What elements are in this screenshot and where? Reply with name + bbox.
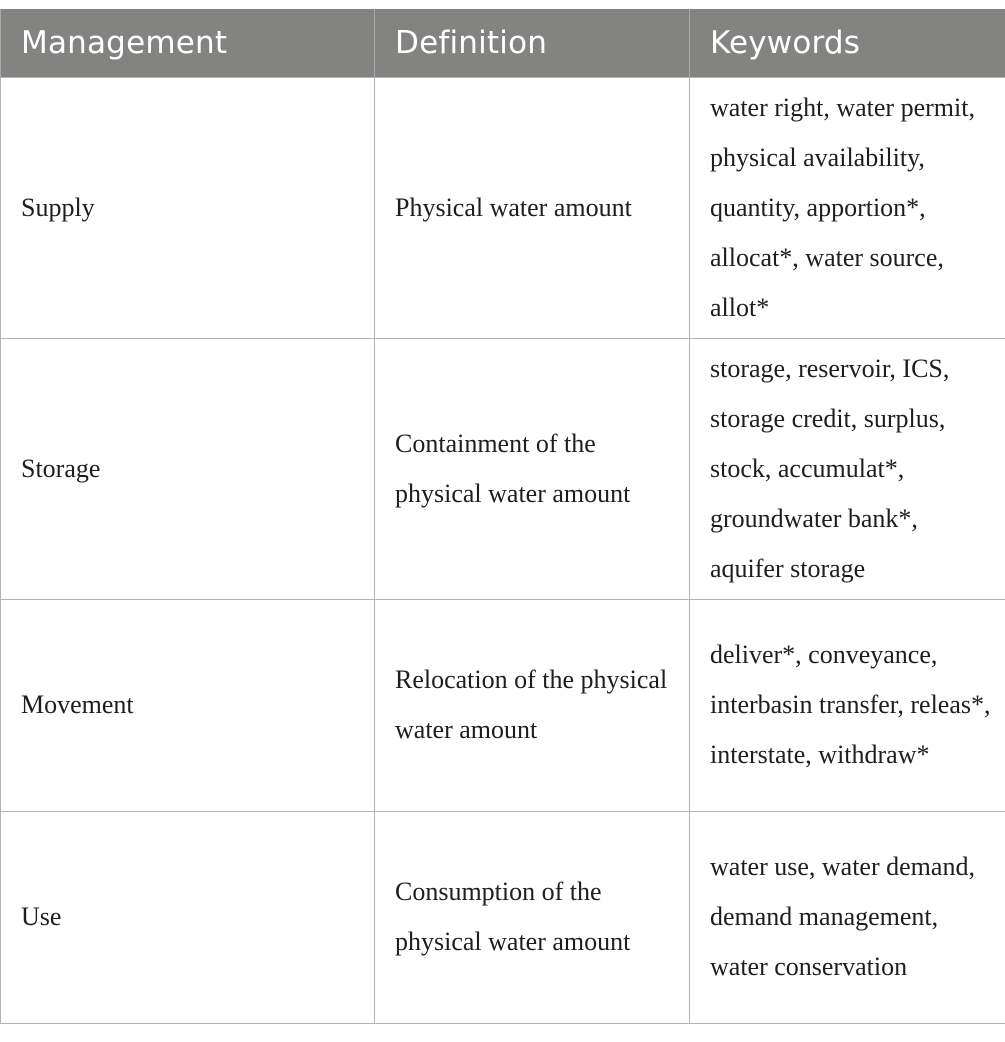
table-row xyxy=(1,77,1005,338)
keywords-cell: deliver*, conveyance, interbasin transfer, releas*, interstate, withdraw* xyxy=(690,599,1005,811)
keywords-cell: water right, water permit, physical availability, quantity, apportion*, allocat*, water source, allot* xyxy=(690,77,1005,338)
keywords-cell: water use, water demand, demand management, water conservation xyxy=(690,811,1005,1023)
definition-cell: Physical water amount xyxy=(375,77,690,338)
definition-cell: Consumption of the physical water amount xyxy=(375,811,690,1023)
header-definition: Definition xyxy=(375,9,690,77)
management-cell: Storage xyxy=(1,338,375,599)
management-cell: Supply xyxy=(1,77,375,338)
management-cell: Movement xyxy=(1,599,375,811)
management-table xyxy=(0,9,1005,1024)
table-header xyxy=(1,9,1005,77)
table-body xyxy=(1,77,1005,1023)
header-management: Management xyxy=(1,9,375,77)
header-keywords: Keywords xyxy=(690,9,1005,77)
management-cell: Use xyxy=(1,811,375,1023)
definition-cell: Containment of the physical water amount xyxy=(375,338,690,599)
definition-cell: Relocation of the physical water amount xyxy=(375,599,690,811)
header-row xyxy=(1,9,1005,77)
table-row xyxy=(1,338,1005,599)
keywords-cell: storage, reservoir, ICS, storage credit, surplus, stock, accumulat*, groundwater bank*, aquifer storage xyxy=(690,338,1005,599)
table-row xyxy=(1,811,1005,1023)
table-row xyxy=(1,599,1005,811)
